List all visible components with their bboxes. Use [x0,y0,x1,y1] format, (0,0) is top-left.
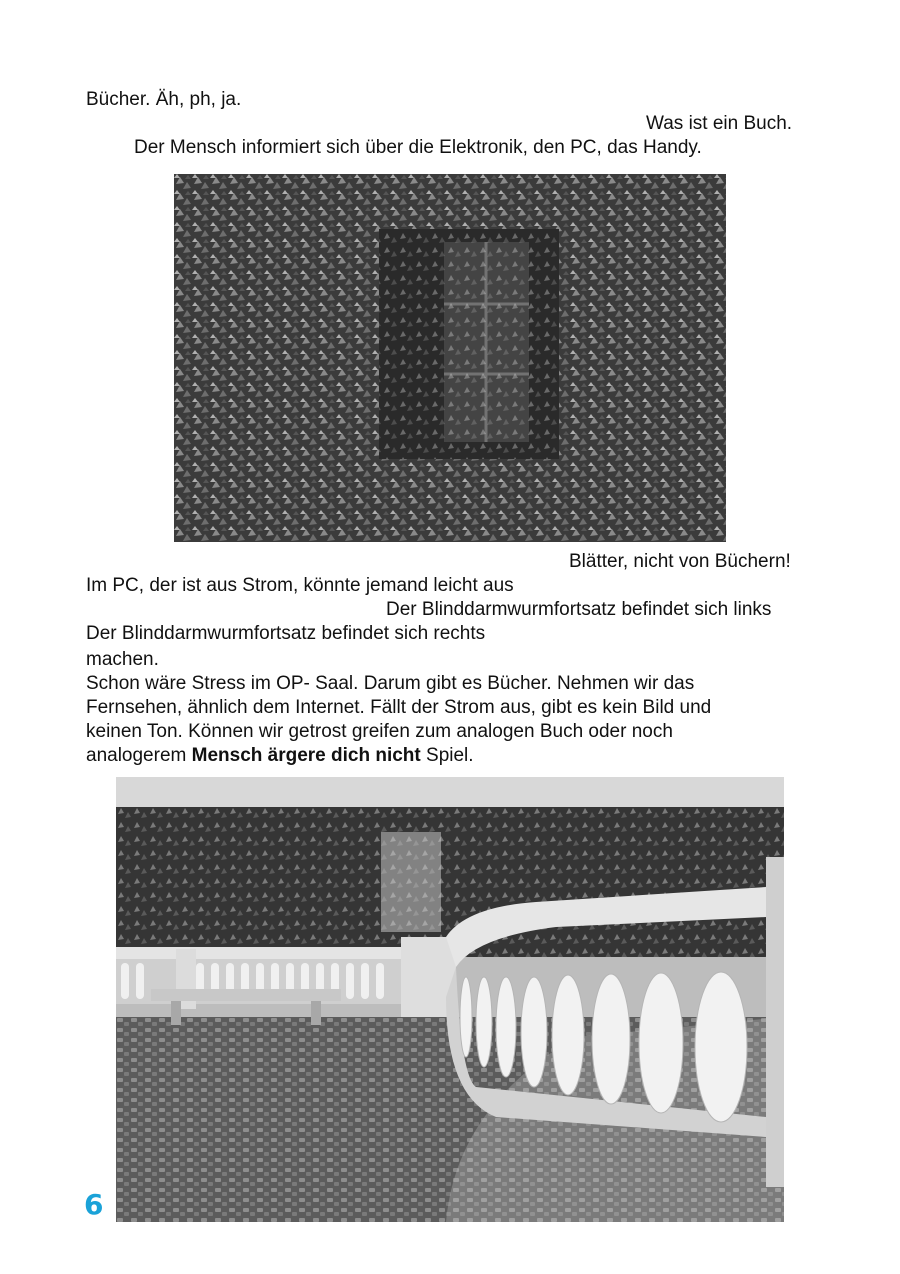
text-line-3: Der Mensch informiert sich über die Elektronik, den PC, das Handy. [134,137,702,158]
text-line-12-end: Spiel. [420,745,474,766]
text-line-12-start: analogerem [86,745,192,766]
ivy-window-illustration [174,174,726,542]
text-line-1: Bücher. Äh, ph, ja. [86,89,242,110]
text-line-8: machen. [86,649,159,670]
game-name-bold: Mensch ärgere dich nicht [191,745,421,766]
balustrade-photo [116,777,784,1222]
text-line-2: Was ist ein Buch. [646,113,793,134]
text-line-11: keinen Ton. Können wir getrost greifen zum analogen Buch oder noch [86,721,673,742]
text-line-5: Im PC, der ist aus Strom, könnte jemand leicht aus [86,575,514,596]
text-line-10: Fernsehen, ähnlich dem Internet. Fällt der Strom aus, gibt es kein Bild und [86,697,712,718]
balustrade-illustration [116,777,784,1222]
text-line-4: Blätter, nicht von Büchern! [569,551,791,572]
text-line-6: Der Blinddarmwurmfortsatz befindet sich links [386,599,772,620]
text-line-12 [86,744,474,768]
page-number: 6 [84,1188,104,1221]
ivy-window-photo [174,174,726,542]
text-line-7: Der Blinddarmwurmfortsatz befindet sich rechts [86,623,486,644]
text-line-9: Schon wäre Stress im OP- Saal. Darum gibt es Bücher. Nehmen wir das [86,673,695,694]
